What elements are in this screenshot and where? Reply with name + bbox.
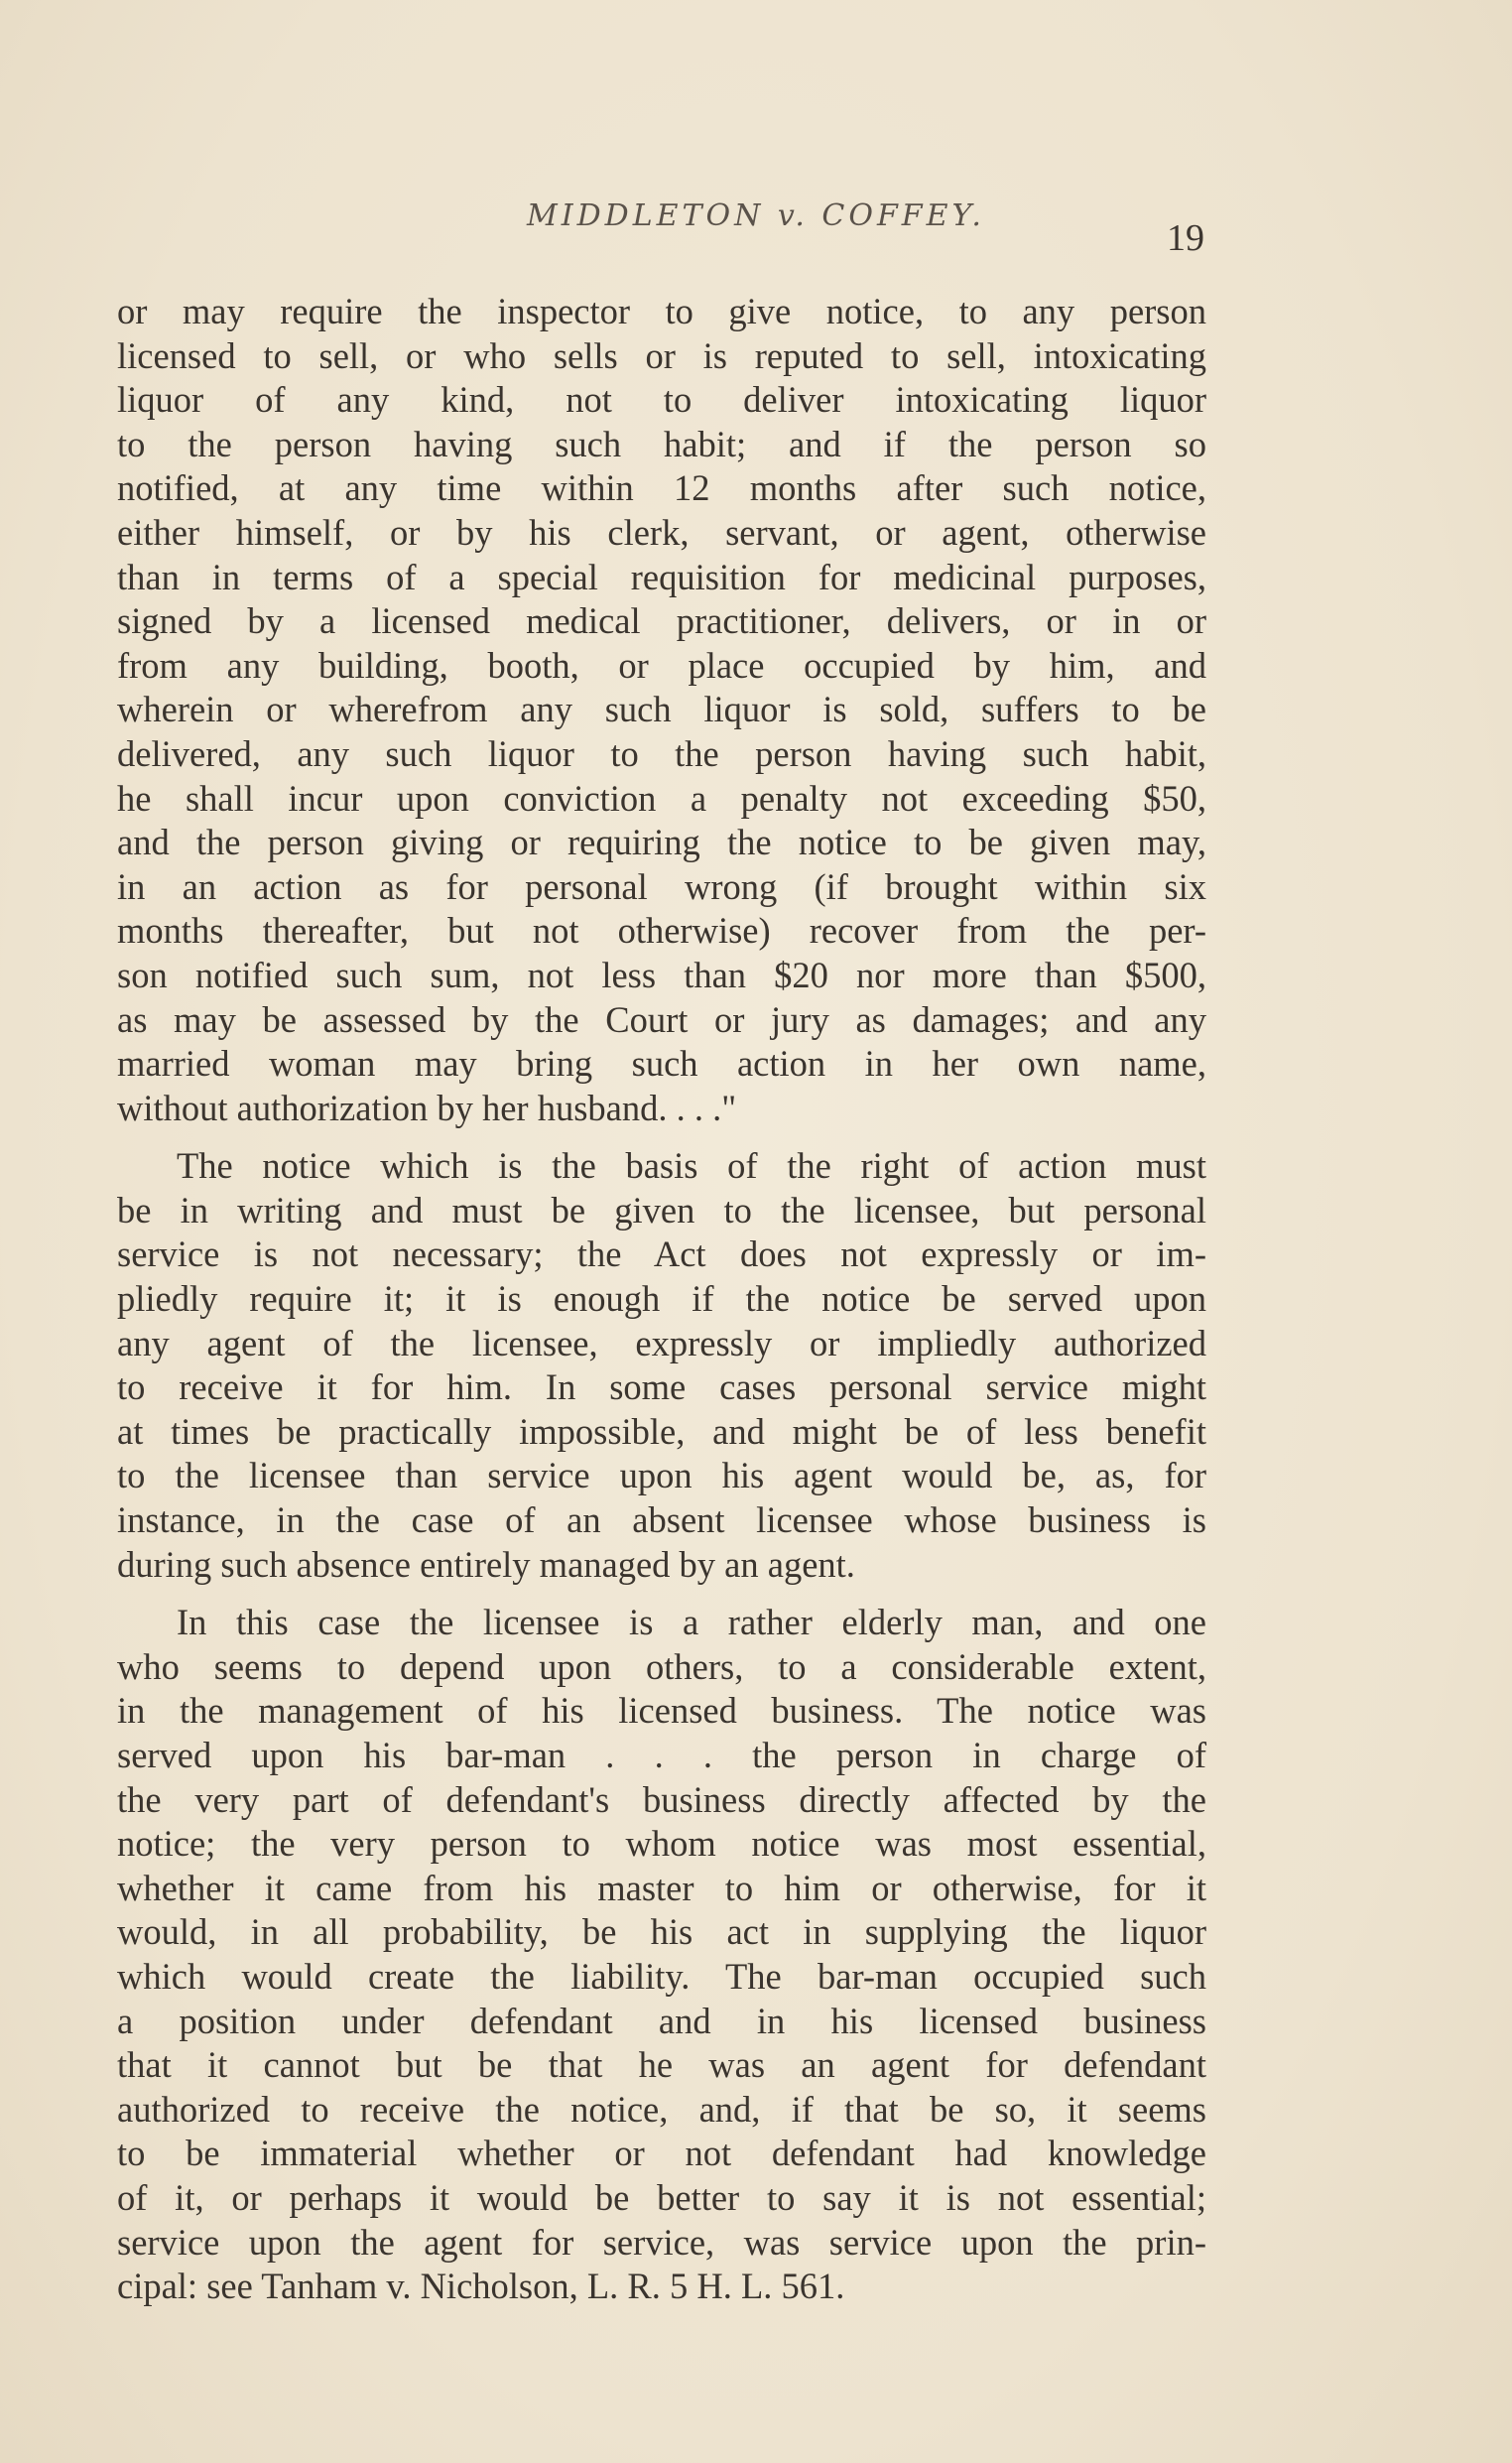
text-line: In this case the licensee is a rather elderly man, and one [177,1602,1206,1643]
text-line: married woman may bring such action in her own name, [117,1043,1206,1085]
text-line: and the person giving or requiring the notice to be given may, [117,822,1206,863]
text-line: as may be assessed by the Court or jury as damages; and any [117,998,1206,1040]
text-line: The notice which is the basis of the right of action must [177,1145,1206,1187]
text-line: notified, at any time within 12 months after such notice, [117,467,1206,509]
text-line: instance, in the case of an absent licensee whose business is [117,1499,1206,1541]
text-line: either himself, or by his clerk, servant, or agent, otherwise [117,511,1206,553]
text-line: the very part of defendant's business directly affected by the [117,1778,1206,1820]
text-line: pliedly require it; it is enough if the notice be served upon [117,1278,1206,1320]
text-line: months thereafter, but not otherwise) recover from the per- [117,910,1206,952]
text-line: who seems to depend upon others, to a considerable extent, [117,1645,1206,1687]
text-line: than in terms of a special requisition for medicinal purposes, [117,556,1206,597]
text-line: in an action as for personal wrong (if brought within six [117,865,1206,907]
text-line: in the management of his licensed business. The notice was [117,1690,1206,1732]
text-line: to the person having such habit; and if the person so [117,423,1206,464]
paragraph-this-case [117,1601,1206,2309]
text-line: service upon the agent for service, was service upon the prin- [117,2221,1206,2263]
text-line: to the licensee than service upon his agent would be, as, for [117,1455,1206,1496]
text-line: of it, or perhaps it would be better to say it is not essential; [117,2176,1206,2218]
running-title: MIDDLETON v. COFFEY. [527,198,985,233]
paragraph-statute-quote [117,290,1206,1130]
text-line: or may require the inspector to give notice, to any person [117,291,1206,331]
text-line: a position under defendant and in his licensed business [117,2000,1206,2041]
text-line: signed by a licensed medical practitioner, delivers, or in or [117,600,1206,642]
text-line: whether it came from his master to him or otherwise, for it [117,1867,1206,1908]
text-line: would, in all probability, be his act in supplying the liquor [117,1911,1206,1953]
text-line: to receive it for him. In some cases personal service might [117,1366,1206,1408]
text-line: he shall incur upon conviction a penalty not exceeding $50, [117,777,1206,819]
text-line: delivered, any such liquor to the person having such habit, [117,732,1206,774]
text-line: any agent of the licensee, expressly or impliedly authorized [117,1322,1206,1363]
text-line: served upon his bar-man . . . the person in charge of [117,1735,1206,1775]
text-line: son notified such sum, not less than $20 nor more than $500, [117,954,1206,995]
text-line: during such absence entirely managed by an agent. [117,1543,855,1585]
text-line: wherein or wherefrom any such liquor is sold, suffers to be [117,689,1206,730]
text-line: be in writing and must be given to the licensee, but personal [117,1189,1206,1231]
text-line: cipal: see Tanham v. Nicholson, L. R. 5 H. L. 561. [117,2266,845,2307]
text-line: liquor of any kind, not to deliver intoxicating liquor [117,379,1206,421]
paragraph-notice-basis [117,1144,1206,1587]
text-line: without authorization by her husband. . . ." [117,1087,737,1128]
page-number: 19 [1167,217,1204,259]
text-line: that it cannot but be that he was an agent for defendant [117,2044,1206,2086]
body-text [117,290,1206,2309]
text-line: from any building, booth, or place occupied by him, and [117,644,1206,686]
text-line: service is not necessary; the Act does not expressly or im- [117,1233,1206,1275]
text-line: at times be practically impossible, and might be of less benefit [117,1410,1206,1452]
text-line: which would create the liability. The bar-man occupied such [117,1955,1206,1997]
text-line: to be immaterial whether or not defendant had knowledge [117,2133,1206,2174]
text-line: authorized to receive the notice, and, if that be so, it seems [117,2088,1206,2130]
text-line: notice; the very person to whom notice was most essential, [117,1823,1206,1865]
text-line: licensed to sell, or who sells or is reputed to sell, intoxicating [117,334,1206,376]
